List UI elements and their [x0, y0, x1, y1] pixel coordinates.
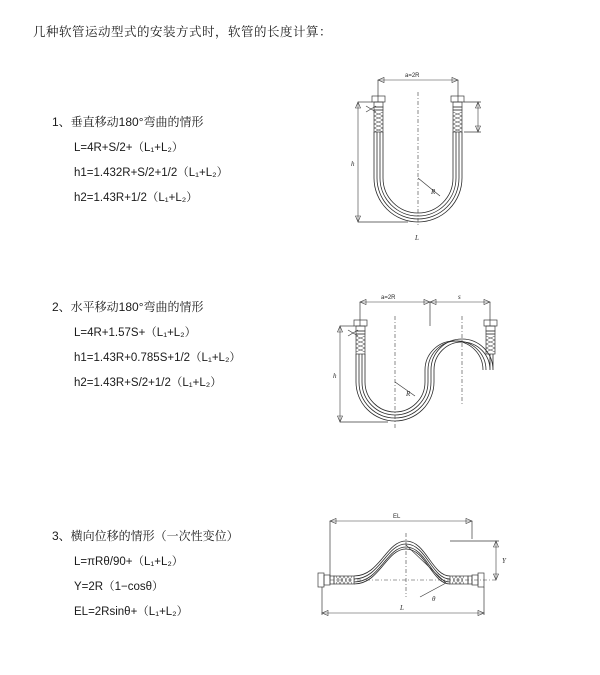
svg-text:h: h — [351, 160, 355, 168]
section-1 — [52, 113, 228, 205]
svg-text:EL: EL — [393, 514, 401, 520]
svg-text:R: R — [406, 390, 411, 398]
svg-text:θ: θ — [432, 595, 436, 603]
page-title: 几种软管运动型式的安装方式时，软管的长度计算： — [33, 25, 333, 39]
section-1-formula-2: h1=1.432R+S/2+1/2（L₁+L₂） — [74, 167, 229, 179]
svg-text:a=2R: a=2R — [405, 73, 420, 79]
figure-vertical-180 — [318, 66, 508, 266]
svg-text:h: h — [333, 372, 337, 380]
section-3 — [52, 527, 239, 619]
svg-text:R: R — [431, 188, 436, 196]
svg-text:L: L — [415, 234, 419, 242]
figure-lateral-offset — [300, 505, 515, 635]
section-2-formula-1: L=4R+1.57S+（L₁+L₂） — [74, 327, 197, 339]
section-3-formula-1: L=πRθ/90+（L₁+L₂） — [74, 556, 184, 568]
section-3-formula-3: EL=2Rsinθ+（L₁+L₂） — [74, 606, 189, 618]
section-1-heading: 1、垂直移动180°弯曲的情形 — [52, 115, 204, 129]
section-2-formula-2: h1=1.43R+0.785S+1/2（L₁+L₂） — [74, 352, 241, 364]
section-2-heading: 2、水平移动180°弯曲的情形 — [52, 300, 204, 314]
section-3-formula-2: Y=2R（1−cosθ） — [74, 581, 164, 593]
section-1-formula-1: L=4R+S/2+（L₁+L₂） — [74, 142, 184, 154]
figure-horizontal-180 — [318, 286, 518, 446]
svg-text:Y: Y — [502, 557, 506, 565]
svg-text:L: L — [400, 604, 404, 612]
section-2-formula-3: h2=1.43R+S/2+1/2（L₁+L₂） — [74, 377, 222, 389]
section-3-heading: 3、横向位移的情形（一次性变位） — [52, 529, 239, 543]
section-2 — [52, 298, 241, 390]
svg-text:s: s — [458, 293, 461, 301]
section-1-formula-3: h2=1.43R+1/2（L₁+L₂） — [74, 192, 198, 204]
svg-text:a=2R: a=2R — [381, 295, 396, 301]
